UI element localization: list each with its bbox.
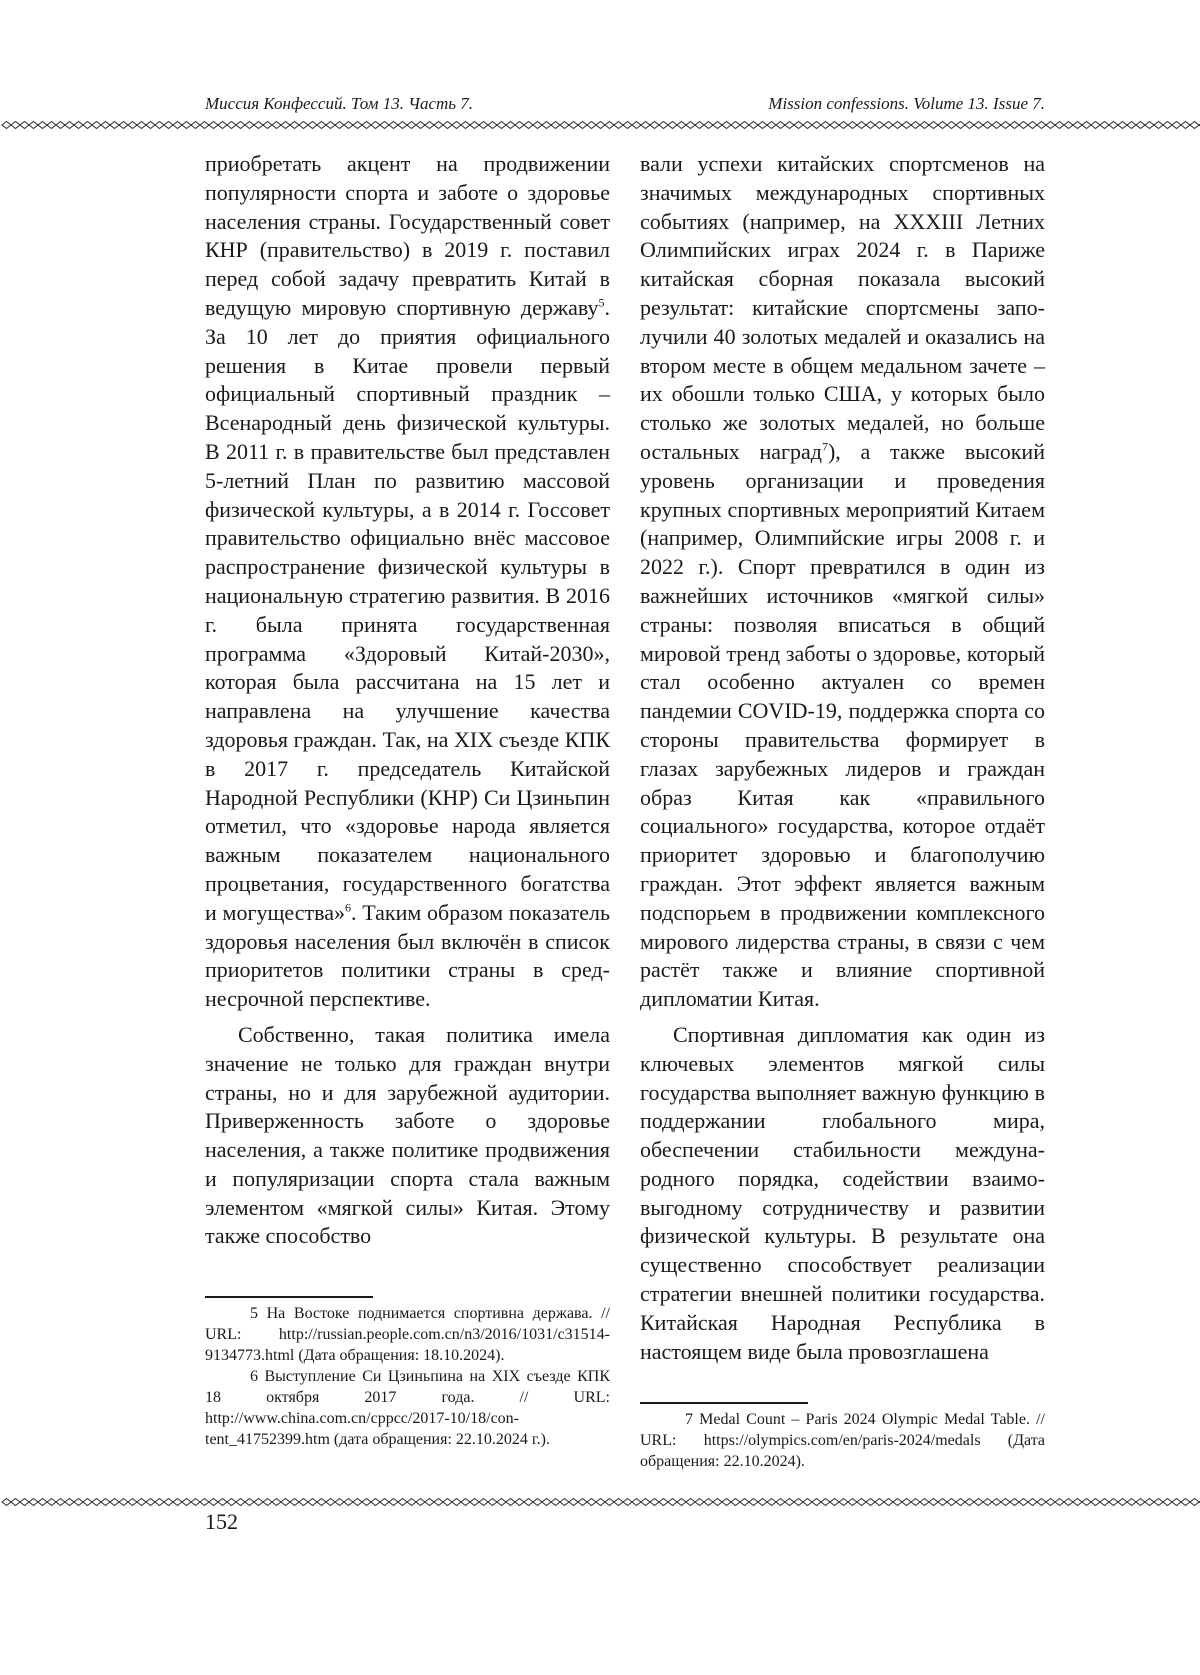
- left-paragraph-1: приобретать акцент на продвижении популярности спорта и заботе о здоровье населения страны. Государственный совет КНР (правительство) в 2019 г. поставил перед собой задачу превратить Китай в ведущую мировую спортивную державу$^5$. За 10 лет до приятия официального решения в Китае провели первый официальный спортивный праздник – Всенародный день физической культуры. В 2011 г. в правительстве был представлен 5-летний План по развитию массовой физической культуры, а в 2014 г. Госсовет правительство официально внёс массовое распространение физической культуры в национальную стратегию развития. В 2016 г. была принята государственная программа «Здоровый Китай-2030», которая была рассчитана на 15 лет и направлена на улучшение качества здоровья граждан. Так, на XIX съезде КПК в 2017 г. председатель Китайской Народной Республики (КНР) Си Цзиньпин отметил, что «здоровье народа является важным показателем национального процветания, государственного богатства и могущества»$^6$. Таким образом показатель здоровья населения был включён в список приоритетов политики страны в среднесрочной перспективе.: [205, 151, 611, 1012]
- footnote-ref-7[interactable]: 7: [821, 439, 828, 454]
- footnote-ref-5[interactable]: 5: [598, 295, 605, 310]
- footnotes-right: [640, 1409, 1045, 1472]
- page-number: 152: [205, 1509, 238, 1534]
- left-paragraph-2: Собственно, такая политика имела значение не только для граждан внутри страны, но и для зарубежной аудитории. Приверженность заботе о здоровье населения, а также политике продвижения и популяризации спорта стала важным элементом «мягкой силы» Китая. Этому также способство: [205, 1021, 610, 1249]
- footnote-5: 5 На Востоке поднимается спортивна держава. // URL: http://russian.people.com.cn/n3/2016/1031/c31514-9134773.html (Дата обращения: 18.10.2024).: [205, 1305, 610, 1364]
- right-paragraph-2: Спортивная дипломатия как один из ключевых элементов мягкой силы государства выполняет важную функцию в поддержании глобального мира, обеспечении стабильности международного порядка, содействии взаимовыгодному сотрудничеству и развитии физической культуры. В результате она существенно способствует реализации стратегии внешней политики государства. Китайская Народная Республика в настоящем виде была провозглашена: [640, 1021, 1045, 1364]
- left-column: [205, 150, 610, 1251]
- footnote-divider-right: [640, 1402, 808, 1404]
- bottom-ornament-border: [0, 1497, 1200, 1507]
- footnotes-left: [205, 1303, 610, 1450]
- footnote-ref-6[interactable]: 6: [344, 900, 351, 915]
- footnote-7: 7 Medal Count – Paris 2024 Olympic Medal Table. // URL: https://olympics.com/en/paris-2024/medals (Дата обращения: 22.10.2024).: [640, 1411, 1045, 1470]
- footnote-6: 6 Выступление Си Цзиньпина на XIX съезде КПК 18 октября 2017 года. // URL: http://www.china.com.cn/cppcc/2017-10/18/content_41752399.htm (дата обращения: 22.10.2024 г.).: [205, 1368, 610, 1448]
- footnote-divider-left: [205, 1296, 373, 1298]
- top-ornament-border: [0, 120, 1200, 130]
- running-header: [205, 94, 1045, 122]
- right-paragraph-1: вали успехи китайских спортсменов на значимых международных спортивных событиях (например, на XXXIII Летних Олимпийских играх 2024 г. в Париже китайская сборная показала высокий результат: китайские спортсмены заполучили 40 золотых медалей и оказались на втором месте в общем медальном зачете – их обошли только США, у которых было столько же золотых медалей, но больше остальных наград$^7$), а также высокий уровень организации и проведения крупных спортивных мероприятий Китаем (например, Олимпийские игры 2008 г. и 2022 г.). Спорт превратился в один из важнейших источников «мягкой силы» страны: позволяя вписаться в общий мировой тренд заботы о здоровье, который стал особенно актуален со времен пандемии COVID-19, поддержка спорта со стороны правительства формирует в глазах зарубежных лидеров и граждан образ Китая как «правильного социального» государства, которое отдаёт приоритет здоровью и благополучию граждан. Этот эффект является важным подспорьем в продвижении комплексного мирового лидерства страны, в связи с чем растёт также и влияние спортивной дипломатии Китая.: [640, 151, 1045, 1012]
- journal-header-en: Mission confessions. Volume 13. Issue 7.: [768, 94, 1045, 113]
- journal-header-ru: Миссия Конфессий. Том 13. Часть 7.: [205, 94, 474, 113]
- right-column: [640, 150, 1045, 1366]
